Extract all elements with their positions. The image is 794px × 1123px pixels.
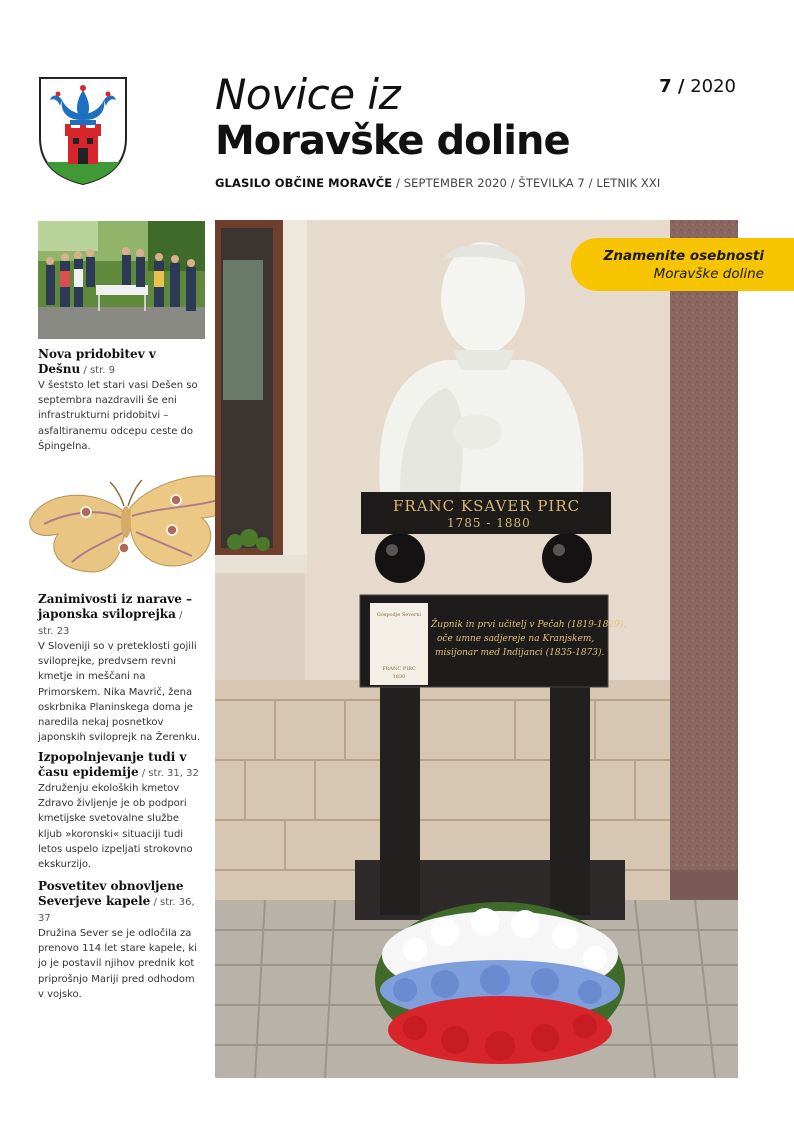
sidebar-article-text: Združenju ekoloških kmetov Zdravo življenje je ob podpori kmetijske svetovalne službe kljub »koronski« situaciji tudi letos uspelo izpeljati strokovno ekskurzijo.: [38, 783, 193, 871]
sidebar-article-3: [38, 750, 200, 872]
group-photo-thumbnail: [38, 221, 205, 339]
monument-inscription-3: misijonar med Indijanci (1835-1873).: [435, 648, 605, 658]
sidebar-article-title-text: Zanimivosti iz narave – japonska sviloprejka: [38, 592, 193, 621]
newsletter-title: [215, 72, 655, 164]
book-text-2: FRANC PIRC: [382, 666, 416, 672]
coat-of-arms-logo: [38, 76, 128, 186]
sidebar-article-text: V šeststo let stari vasi Dešen so septembra nazdravili še eni infrastrukturni pridobitvi – asfaltiranemu odcepu ceste do Špingelna.: [38, 380, 198, 452]
sidebar-article-page: / str. 23: [38, 610, 183, 637]
feature-badge-line-2: Moravške doline: [653, 266, 764, 282]
title-line-1: Novice iz: [215, 70, 401, 119]
monument-name: FRANC KSAVER PIRC: [393, 497, 581, 515]
sidebar-article-title-text: Izpopolnjevanje tudi v času epidemije: [38, 750, 187, 779]
issue-number: [659, 76, 736, 97]
book-text-3: 1830: [392, 674, 406, 680]
issue-number-value: 7 /: [659, 76, 685, 97]
sidebar-article-text: V Sloveniji so v preteklosti gojili sviloprejke, predvsem revni kmetje in meščani na Primorskem. Nika Mavrič, žena oskrbnika Planinskega doma je naredila nekaj posnetkov japonskih sviloprejk na Žerenku.: [38, 641, 200, 744]
masthead-publisher: GLASILO OBČINE MORAVČE: [215, 176, 393, 190]
sidebar-article-4: [38, 879, 200, 1002]
sidebar-article-title-text: Nova pridobitev v Dešnu: [38, 347, 156, 376]
monument-inscription-2: oče umne sadjereje na Kranjskem,: [437, 634, 595, 644]
sidebar-article-page: / str. 31, 32: [138, 768, 199, 779]
sidebar-article-page: / str. 9: [80, 365, 116, 376]
cover-photo-monument: [215, 220, 738, 1078]
title-line-2: Moravške doline: [215, 118, 570, 164]
sidebar-article-title[interactable]: [38, 592, 200, 639]
sidebar-article-1: [38, 347, 200, 454]
sidebar-article-text: Družina Sever se je odločila za prenovo 114 let stare kapele, ki jo je postavil njihov prednik kot priprošnjo Mariji pred odhodom v vojsko.: [38, 928, 197, 1000]
sidebar-article-title[interactable]: [38, 879, 200, 926]
monument-years: 1785 - 1880: [447, 516, 531, 530]
sidebar-article-title[interactable]: [38, 347, 156, 378]
feature-badge-line-1: Znamenite osebnosti: [603, 248, 764, 264]
masthead-line: [215, 176, 660, 190]
sidebar-article-2: [38, 592, 200, 745]
monument-inscription-1: Župnik in prvi učitelj v Pečah (1819-1829),: [431, 620, 627, 630]
sidebar-article-title-text: Posvetitev obnovljene Severjeve kapele: [38, 879, 184, 908]
masthead-details: / SEPTEMBER 2020 / ŠTEVILKA 7 / LETNIK XXI: [392, 176, 661, 190]
moth-illustration: [24, 468, 244, 580]
sidebar-article-title[interactable]: [38, 750, 200, 781]
feature-badge: [571, 238, 794, 291]
sidebar-article-page: / str. 36, 37: [38, 897, 195, 924]
book-text-1: Gospodje Severni: [376, 612, 422, 618]
issue-year: 2020: [690, 76, 736, 97]
